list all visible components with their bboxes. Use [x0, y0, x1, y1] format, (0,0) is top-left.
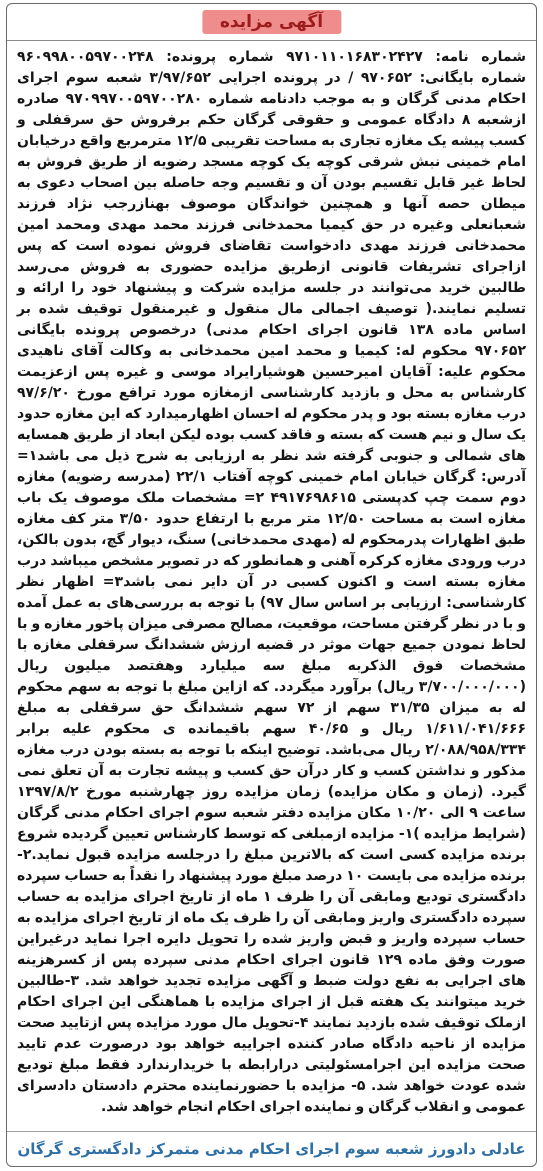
notice-signature: عادلی دادورز شعبه سوم اجرای احکام مدنی متمرکز دادگستری گرگان	[17, 1140, 526, 1158]
auction-notice	[6, 3, 537, 1167]
notice-header	[7, 4, 536, 41]
notice-title: آگهی مزایده	[202, 10, 341, 34]
notice-footer	[7, 1131, 536, 1166]
notice-body-text: شماره نامه: ۹۷۱۰۱۱۰۱۶۸۳۰۲۴۲۷ شماره پرونده: ۹۶۰۹۹۸۰۰۵۹۷۰۰۲۴۸ شماره بایگانی: ۹۷۰۶۵۲ / در پرونده اجرایی ۳/۹۷/۶۵۲ شعبه سوم اجرای احکام مدنی گرگان و به موجب دادنامه شماره ۹۷۰۹۹۷۰۰۵۹۷۰۰۲۸۰ صادره ازشعبه ۸ دادگاه عمومی و حقوقی گرگان حکم برفروش حق سرقفلی و کسب پیشه یک مغازه تجاری به مساحت تقریبی ۱۲/۵ مترمربع واقع درخیابان امام خمینی نبش شرقی کوچه یک کوچه مسجد رضویه از طریق فروش به لحاظ غیر قابل تقسیم بودن آن و تقسیم وجه حاصله بین اصحاب دعوی به میطان حصه آنها و همچنین خواندگان موصوف بهنازرجب نژاد فرزند شعبانعلی وغیره در حق کیمیا محمدخانی فرزند محمد مهدی ومحمد امین محمدخانی فرزند مهدی دادخواست تقاضای فروش نموده است که پس ازاجرای تشریفات قانونی ازطریق مزایده حضوری به فروش می‌رسد طالبین خرید می‌توانند در جلسه مزایده شرکت و پیشنهاد خود را ارائه و تسلیم نمایند.( توصیف اجمالی مال منقول و غیرمنقول توقیف شده بر اساس ماده ۱۳۸ قانون اجرای احکام مدنی) درخصوص پرونده بایگانی ۹۷۰۶۵۲ محکوم له: کیمیا و محمد امین محمدخانی به وکالت آقای ناهیدی محکوم علیه: آقایان امیرحسین هوشیارایراد موسی و غیره پس ازعزیمت کارشناس به محل و بازدید کارشناسی ازمغازه مورد ترافع مورخ ۹۷/۶/۲۰ درب مغازه بسته بود و پدر محکوم له احسان اظهارمیدارد که این مغازه حدود یک سال و نیم هست که بسته و فاقد کسب بوده لیکن ابعاد از طریق همسایه های شمالی و جنوبی گرفته شد نظر به ارزیابی به شرح ذیل می باشد۱= آدرس: گرگان خیابان امام خمینی کوچه آفتاب ۲۲/۱ (مدرسه رضویه) مغازه دوم سمت چپ کدپستی ۴۹۱۷۶۹۸۶۱۵ ۲= مشخصات ملک موصوف یک باب مغازه است به مساحت ۱۲/۵۰ متر مربع با ارتفاع حدود ۳/۵۰ متر کف مغازه طبق اظهارات پدرمحکوم له (مهدی محمدخانی) سنگ، دیوار گچ، بدون بالکن، درب ورودی مغازه کرکره آهنی و همانطور که در تصویر مشخص میباشد درب مغازه بسته است و اکنون کسبی در آن دایر نمی باشد۳= اظهار نظر کارشناسی: ارزیابی بر اساس سال ۹۷) با توجه به بررسی‌های به عمل آمده و با در نظر گرفتن مساحت، موقعیت، مصالح مصرفی میزان پاخور مغازه و با لحاظ نمودن جمیع جهات موثر در قضیه ارزش ششدانگ سرقفلی مغازه با مشخصات فوق الذکربه مبلغ سه میلیارد وهفتصد میلیون ریال (۳/۷۰۰/۰۰۰/۰۰۰ ریال) برآورد میگردد. که ازاین مبلغ با توجه به سهم محکوم له به میزان ۳۱/۳۵ سهم از ۷۲ سهم ششدانگ حق سرقفلی به مبلغ ۱/۶۱۱/۰۴۱/۶۶۶ ریال و ۴۰/۶۵ سهم باقیمانده ی محکوم علیه برابر ۲/۰۸۸/۹۵۸/۳۳۴ ریال می‌باشد. توضیح اینکه با توجه به بسته بودن درب مغازه مذکور و نداشتن کسب و کار درآن حق کسب و پیشه تجارت به آن تعلق نمی گیرد. (زمان و مکان مزایده) زمان مزایده روز چهارشنبه مورخ ۱۳۹۷/۸/۲ ساعت ۹ الی ۱۰/۲۰ مکان مزایده دفتر شعبه سوم اجرای احکام مدنی گرگان (شرایط مزایده )۱- مزایده ازمبلغی که توسط کارشناس تعیین گردیده شروع برنده مزایده کسی است که بالاترین مبلغ را درجلسه مزایده قبول نماید.۲-برنده مزایده می بایست ۱۰ درصد مبلغ مورد پیشنهاد را نقداً به حساب سپرده دادگستری تودیع ومابقی آن را ظرف ۱ ماه از تاریخ اجرای مزایده به حساب سپرده دادگستری واریز ومابقی آن را ظرف یک ماه از تاریخ اجرای مزایده به حساب سپرده واریز و قبض واریز شده را تحویل دایره اجرا نماید درغیراین صورت وفق ماده ۱۲۹ قانون اجرای احکام مدنی سپرده پس از کسرهزینه های اجرایی به نفع دولت ضبط و آگهی مزایده تجدید خواهد شد. ۳-طالبین خرید میتوانند یک هفته قبل از اجرای مزایده با هماهنگی این اجرای احکام ازملک توقیف شده بازدید نمایند ۴-تحویل مال مورد مزایده پس ازتایید صحت مزایده از ناحیه دادگاه صادر کننده اجراییه خواهد بود درصورت عدم تایید صحت مزایده این اجرامسئولیتی درارابطه با خریدارندارد فقط مبلغ تودیع شده عودت خواهد شد. ۵- مزایده با حضورنماینده محترم دادستان دادسرای عمومی و انقلاب گرگان و نماینده اجرای احکام انجام خواهد شد.	[17, 49, 527, 1115]
notice-body	[7, 41, 536, 1118]
